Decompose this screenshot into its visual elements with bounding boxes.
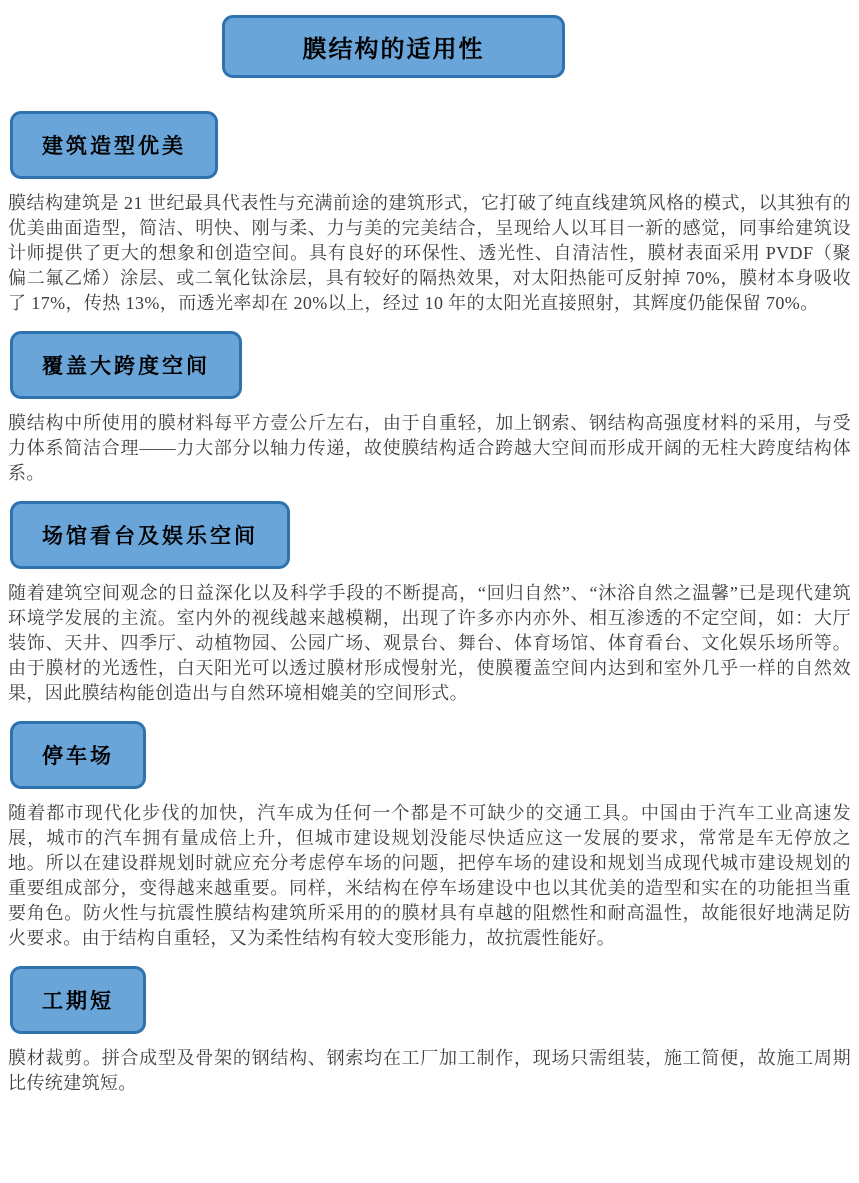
section-heading: 工期短	[42, 989, 114, 1013]
section-paragraph: 膜材裁剪。拼合成型及骨架的钢结构、钢索均在工厂加工制作，现场只需组装，施工简便，故施工周期比传统建筑短。	[8, 1048, 851, 1093]
section-venues-entertainment	[0, 499, 859, 706]
section-architectural-beauty	[0, 109, 859, 316]
section-heading-box	[10, 966, 146, 1034]
section-paragraph: 随着建筑空间观念的日益深化以及科学手段的不断提高，“回归自然”、“沐浴自然之温馨”已是现代建筑环境学发展的主流。室内外的视线越来越模糊，出现了许多亦内亦外、相互渗透的不定空间，如：大厅装饰、天井、四季厅、动植物园、公园广场、观景台、舞台、体育场馆、体育看台、文化娱乐场所等。由于膜材的光透性，白天阳光可以透过膜材形成慢射光，使膜覆盖空间内达到和室外几乎一样的自然效果，因此膜结构能创造出与自然环境相媲美的空间形式。	[8, 583, 851, 703]
section-paragraph: 随着都市现代化步伐的加快，汽车成为任何一个都是不可缺少的交通工具。中国由于汽车工业高速发展，城市的汽车拥有量成倍上升，但城市建设规划没能尽快适应这一发展的要求，常常是车无停放之地。所以在建设群规划时就应充分考虑停车场的问题，把停车场的建设和规划当成现代城市建设规划的重要组成部分，变得越来越重要。同样，米结构在停车场建设中也以其优美的造型和实在的功能担当重要角色。防火性与抗震性膜结构建筑所采用的的膜材具有卓越的阻燃性和耐高温性，故能很好地满足防火要求。由于结构自重轻，又为柔性结构有较大变形能力，故抗震性能好。	[8, 803, 851, 948]
section-paragraph: 膜结构中所使用的膜材料每平方壹公斤左右，由于自重轻，加上钢索、钢结构高强度材料的采用，与受力体系简洁合理——力大部分以轴力传递，故使膜结构适合跨越大空间而形成开阔的无柱大跨度结构体系。	[8, 413, 851, 483]
section-paragraph: 膜结构建筑是 21 世纪最具代表性与充满前途的建筑形式，它打破了纯直线建筑风格的模式，以其独有的优美曲面造型，简洁、明快、刚与柔、力与美的完美结合，呈现给人以耳目一新的感觉，同事给建筑设计师提供了更大的想象和创造空间。具有良好的环保性、透光性、自清洁性，膜材表面采用 PVDF（聚偏二氟乙烯）涂层、或二氧化钛涂层，具有较好的隔热效果，对太阳热能可反射掉 70%，膜材本身吸收了 17%，传热 13%，而透光率却在 20%以上，经过 10 年的太阳光直接照射，其辉度仍能保留 70%。	[8, 193, 851, 313]
section-heading-box	[10, 501, 290, 569]
section-parking-lot	[0, 719, 859, 951]
section-heading: 建筑造型优美	[42, 134, 186, 158]
section-heading: 停车场	[42, 744, 114, 768]
section-heading-box	[10, 721, 146, 789]
section-heading: 场馆看台及娱乐空间	[42, 524, 258, 548]
section-heading-box	[10, 111, 218, 179]
section-heading-box	[10, 331, 242, 399]
section-short-construction-period	[0, 964, 859, 1096]
document-title: 膜结构的适用性	[302, 37, 485, 63]
document-title-box	[222, 15, 565, 78]
section-large-span-space	[0, 329, 859, 486]
section-heading: 覆盖大跨度空间	[42, 354, 210, 378]
